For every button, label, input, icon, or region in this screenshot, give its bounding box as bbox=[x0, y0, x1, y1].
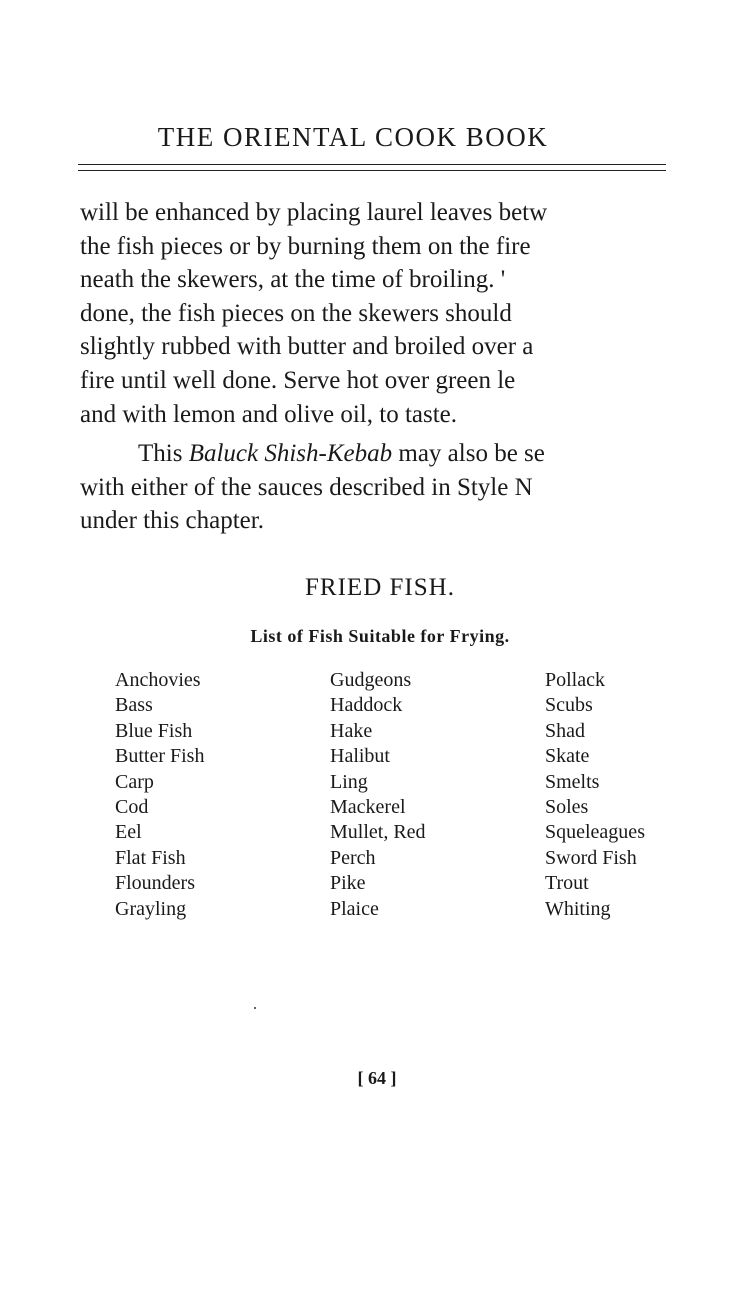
header-rule-bottom bbox=[78, 170, 666, 171]
header-rule-top bbox=[78, 164, 666, 165]
page-number: [ 64 ] bbox=[357, 1068, 397, 1088]
fish-item: Bass bbox=[115, 694, 153, 717]
fish-item: Haddock bbox=[330, 694, 403, 717]
text-line: under this chapter. bbox=[80, 507, 264, 535]
fish-item: Smelts bbox=[545, 770, 600, 793]
fish-item: Plaice bbox=[330, 897, 379, 920]
fish-item: Mackerel bbox=[330, 795, 406, 818]
text-line: will be enhanced by placing laurel leaves betw bbox=[80, 199, 548, 226]
fish-item: Flounders bbox=[115, 872, 195, 895]
fish-item: Gudgeons bbox=[330, 669, 412, 691]
fish-column-3 bbox=[545, 668, 750, 922]
fish-item: Flat Fish bbox=[115, 846, 186, 869]
text-line: done, the fish pieces on the skewers should bbox=[80, 299, 512, 327]
fish-item: Grayling bbox=[115, 897, 187, 920]
text-run: This bbox=[138, 440, 189, 468]
ink-speck bbox=[254, 1007, 256, 1009]
body-text bbox=[80, 196, 750, 538]
fish-item: Pike bbox=[330, 872, 366, 895]
fish-column-1 bbox=[115, 668, 204, 922]
text-line: with either of the sauces described in Style N bbox=[80, 473, 533, 501]
dish-name-italic: Baluck Shish-Kebab bbox=[188, 440, 393, 468]
running-head: THE ORIENTAL COOK BOOK bbox=[157, 122, 549, 152]
fish-item: Trout bbox=[545, 872, 589, 895]
fish-item: Anchovies bbox=[115, 669, 201, 691]
fish-item: Scubs bbox=[545, 694, 593, 717]
fish-item: Blue Fish bbox=[115, 719, 193, 742]
fish-item: Pollack bbox=[545, 669, 605, 691]
fish-item: Shad bbox=[545, 719, 585, 742]
fish-item: Mullet, Red bbox=[330, 821, 426, 844]
text-line: slightly rubbed with butter and broiled over a bbox=[80, 333, 534, 361]
fish-item: Whiting bbox=[545, 897, 611, 920]
fish-item: Carp bbox=[115, 770, 154, 793]
text-line: neath the skewers, at the time of broiling. ' bbox=[80, 266, 506, 294]
fish-item: Butter Fish bbox=[115, 745, 205, 768]
fish-column-2 bbox=[330, 668, 426, 922]
fish-item: Halibut bbox=[330, 745, 390, 768]
text-line bbox=[80, 437, 750, 471]
fish-item: Squeleagues bbox=[545, 821, 645, 844]
fish-item: Eel bbox=[115, 821, 142, 844]
text-line: and with lemon and olive oil, to taste. bbox=[80, 400, 458, 428]
fish-item: Cod bbox=[115, 795, 149, 818]
text-line: fire until well done. Serve hot over green le bbox=[80, 366, 516, 394]
fish-item: Soles bbox=[545, 795, 589, 818]
section-subtitle: List of Fish Suitable for Frying. bbox=[250, 626, 510, 646]
fish-item: Skate bbox=[545, 745, 590, 768]
text-line: the fish pieces or by burning them on the fire bbox=[80, 232, 531, 260]
text-run: may also be se bbox=[392, 440, 545, 468]
fish-item: Ling bbox=[330, 770, 368, 793]
section-title: FRIED FISH. bbox=[305, 574, 455, 601]
fish-item: Perch bbox=[330, 846, 376, 869]
fish-item: Sword Fish bbox=[545, 846, 637, 869]
fish-item: Hake bbox=[330, 719, 373, 742]
